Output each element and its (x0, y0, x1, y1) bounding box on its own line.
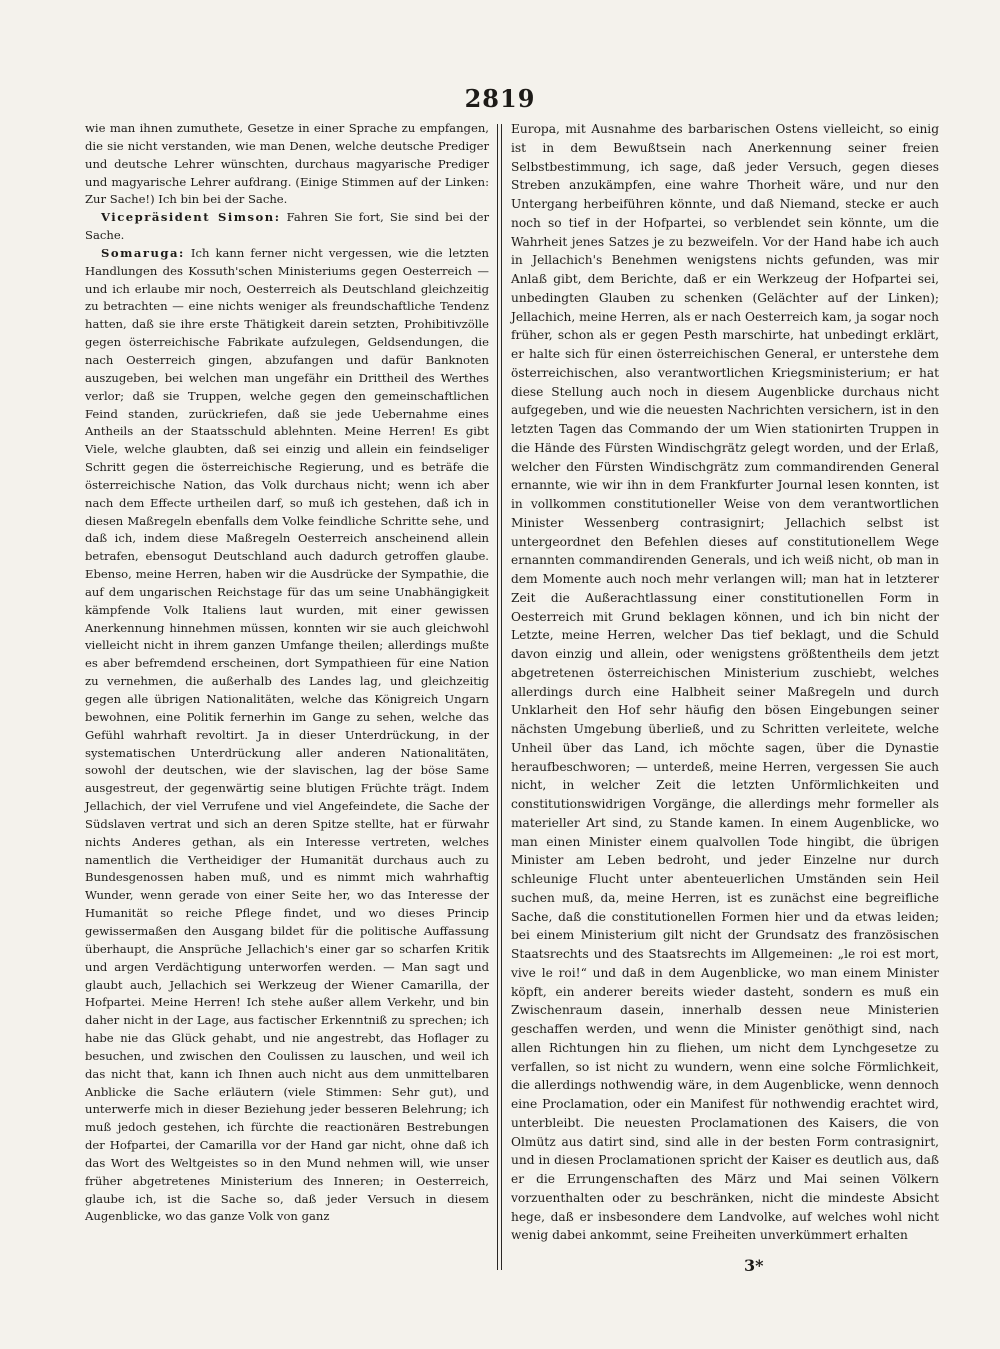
paragraph (85, 245, 489, 1226)
signature-mark: 3* (744, 1256, 764, 1275)
paragraph (85, 209, 489, 245)
left-column (85, 120, 489, 1226)
paragraph: Europa, mit Ausnahme des barbarischen Ostens vielleicht, so einig ist in dem Bewußtsein nach Anerkennung seiner freien Selbstbestimmung, ich sage, daß jeder Versuch, gegen dieses Streben anzukämpfen, eine wahre Thorheit wäre, und nur den Untergang herbeiführen könnte, und daß Niemand, stecke er auch noch so tief in der Hofpartei, so verblendet sein könnte, um die Wahrheit jenes Satzes je zu bezweifeln. Vor der Hand habe ich auch in Jellachich's Benehmen wenigstens nichts gefunden, was mir Anlaß gibt, dem Berichte, daß er ein Werkzeug der Hofpartei sei, unbedingten Glauben zu schenken (Gelächter auf der Linken); Jellachich, meine Herren, als er nach Oesterreich kam, ja sogar noch früher, schon als er gegen Pesth marschirte, hat unbedingt erklärt, er halte sich für einen österreichischen General, er unterstehe dem österreichischen, also verantwortlichen Kriegsministerium; er hat diese Stellung auch noch in diesem Augenblicke durchaus nicht aufgegeben, und wie die neuesten Nachrichten versichern, ist in den letzten Tagen das Commando der um Wien stationirten Truppen in die Hände des Fürsten Windischgrätz gelegt worden, und der Erlaß, welcher den Fürsten Windischgrätz zum commandirenden General ernannte, wie wir ihn in dem Frankfurter Journal lesen konnten, ist in vollkommen constitutioneller Weise von dem verantwortlichen Minister Wessenberg contrasignirt; Jellachich selbst ist untergeordnet den Befehlen dieses auf constitutionellem Wege ernannten commandirenden Generals, und ich weiß nicht, ob man in dem Momente auch noch mehr verlangen will; man hat in letzterer Zeit die Außerachtlassung einer constitutionellen Form in Oesterreich mit Grund beklagen können, und ich bin nicht der Letzte, meine Herren, welcher Das tief beklagt, und die Schuld davon einzig und allein, oder wenigstens größtentheils dem jetzt abgetretenen österreichischen Ministerium zuschiebt, welches allerdings durch eine Halbheit seiner Maßregeln und durch Unklarheit den Hof sehr häufig den bösen Eingebungen seiner nächsten Umgebung überließ, und zu Schritten verleitete, welche Unheil über das Land, ich möchte sagen, über die Dynastie heraufbeschworen; — unterdeß, meine Herren, vergessen Sie auch nicht, in welcher Zeit die letzten Unförmlichkeiten und constitutionswidrigen Vorgänge, die allerdings mehr formeller als materieller Art sind, zu Stande kamen. In einem Augenblicke, wo man einen Minister einem qualvollen Tode hingibt, die übrigen Minister am Leben bedroht, und jeder Einzelne nur durch schleunige Flucht unter abenteuerlichen Umständen sein Heil suchen muß, da, meine Herren, ist es zunächst eine begreifliche Sache, daß die constitutionellen Formen hier und da etwas leiden; bei einem Ministerium gilt nicht der Grundsatz des französischen Staatsrechts und des Staatsrechts im Allgemeinen: „le roi est mort, vive le roi!“ und daß in dem Augenblicke, wo man einem Minister köpft, ein anderer bereits wieder dasteht, sondern es muß ein Zwischenraum dasein, innerhalb dessen neue Ministerien geschaffen werden, und wenn die Minister genöthigt sind, nach allen Richtungen hin zu fliehen, um nicht dem Lynchgesetze zu verfallen, so ist nicht zu wundern, wenn eine solche Förmlichkeit, die allerdings nothwendig wäre, in dem Augenblicke, wenn dennoch eine Proclamation, oder ein Manifest für nothwendig erachtet wird, unterbleibt. Die neuesten Proclamationen des Kaisers, die von Olmütz aus datirt sind, sind alle in der besten Form contrasignirt, und in diesen Proclamationen spricht der Kaiser es deutlich aus, daß er die Errungenschaften des März und Mai seinen Völkern vorzuenthalten oder zu beschränken, nicht die mindeste Absicht hege, daß er insbesondere dem Landvolke, auf welches wohl nicht wenig dabei ankommt, seine Freiheiten unverkümmert erhalten (511, 122, 939, 1243)
speech-text: Fahren Sie fort, Sie sind bei der Sache. (85, 210, 489, 243)
speaker-name: Vicepräsident Simson: (101, 210, 281, 225)
speaker-name: Somaruga: (101, 245, 185, 260)
speech-text: Ich kann ferner nicht vergessen, wie die letzten Handlungen des Kossuth'schen Ministeriums gegen Oesterreich — und ich erlaube mir noch, Oesterreich als Deutschland gleichzeitig zu betrachten — eine nichts weniger als freundschaftliche Tendenz hatten, daß sie ihre erste Thätigkeit darein setzten, Prohibitivzölle gegen österreichische Fabrikate aufzulegen, Geldsendungen, die nach Oesterreich gingen, abzufangen und dafür Banknoten auszugeben, bei welchen man ungefähr ein Drittheil des Werthes verlor; daß sie Truppen, welche gegen den gemeinschaftlichen Feind standen, zurückriefen, daß sie jede Uebernahme eines Antheils an der Staatsschuld ablehnten. Meine Herren! Es gibt Viele, welche glaubten, daß sei einzig und allein ein feindseliger Schritt gegen die österreichische Regierung, und es beträfe die österreichische Nation, das Volk durchaus nicht; wenn ich aber nach dem Effecte urtheilen darf, so muß ich gestehen, daß ich in diesen Maßregeln ebenfalls dem Volke feindliche Schritte sehe, und daß ich, indem diese Maßregeln Oesterreich anscheinend allein betrafen, ebensogut Deutschland auch dadurch getroffen glaube. Ebenso, meine Herren, haben wir die Ausdrücke der Sympathie, die auf dem ungarischen Reichstage für das um seine Unabhängigkeit kämpfende Volk Italiens laut wurden, mit einer gewissen Anerkennung hinnehmen müssen, konnten wir sie auch gleichwohl vielleicht nicht in ihrem ganzen Umfange theilen; allerdings mußte es aber befremdend erscheinen, dort Sympathieen für eine Nation zu vernehmen, die außerhalb des Landes lag, und gleichzeitig gegen alle übrigen Nationalitäten, welche das Königreich Ungarn bewohnen, eine Politik fernerhin im Gange zu sehen, welche das Gefühl wahrhaft revoltirt. Ja in dieser Unterdrückung, in der systematischen Unterdrückung aller anderen Nationalitäten, sowohl der deutschen, wie der slavischen, lag der böse Same ausgestreut, der gegenwärtig seine blutigen Früchte trägt. Indem Jellachich, der viel Verrufene und viel Angefeindete, die Sache der Südslaven vertrat und sich an deren Spitze stellte, hat er fürwahr nichts Anderes gethan, als ein Interesse vertreten, welches namentlich die Vertheidiger der Humanität durchaus auch zu Bundesgenossen haben muß, und es nimmt mich wahrhaftig Wunder, wenn gerade von einer Seite her, wo das Interesse der Humanität so reiche Pflege findet, und wo dieses Princip gewissermaßen den Ausgang bildet für die politische Auffassung überhaupt, die Ansprüche Jellachich's einer gar so scharfen Kritik und argen Verdächtigung unterworfen werden. — Man sagt und glaubt auch, Jellachich sei Werkzeug der Wiener Camarilla, der Hofpartei. Meine Herren! Ich stehe außer allem Verkehr, und bin daher nicht in der Lage, aus factischer Erkenntniß zu sprechen; ich habe nie das Glück gehabt, und nie angestrebt, das Hoflager zu besuchen, und zwischen den Coulissen zu lauschen, und weil ich das nicht that, kann ich Ihnen auch nicht aus dem unmittelbaren Anblicke die Sache erläutern (viele Stimmen: Sehr gut), und unterwerfe mich in dieser Beziehung jeder besseren Belehrung; ich muß jedoch gestehen, ich fürchte die reactionären Bestrebungen der Hofpartei, der Camarilla vor der Hand gar nicht, ohne daß ich das Wort des Weltgeistes so in den Mund nehmen will, wie unser früher abgetretenes Ministerium des Inneren; in Oesterreich, glaube ich, ist die Sache so, daß jeder Versuch in diesem Augenblicke, wo das ganze Volk von ganz (85, 245, 489, 1224)
paragraph: wie man ihnen zumuthete, Gesetze in einer Sprache zu empfangen, die sie nicht verstanden, wie man Denen, welche deutsche Prediger und deutsche Lehrer wünschten, durchaus magyarische Prediger und magyarische Lehrer aufdrang. (Einige Stimmen auf der Linken: Zur Sache!) Ich bin bei der Sache. (85, 121, 489, 207)
column-divider (497, 124, 502, 1270)
right-column (511, 120, 939, 1245)
page-number: 2819 (464, 84, 536, 113)
